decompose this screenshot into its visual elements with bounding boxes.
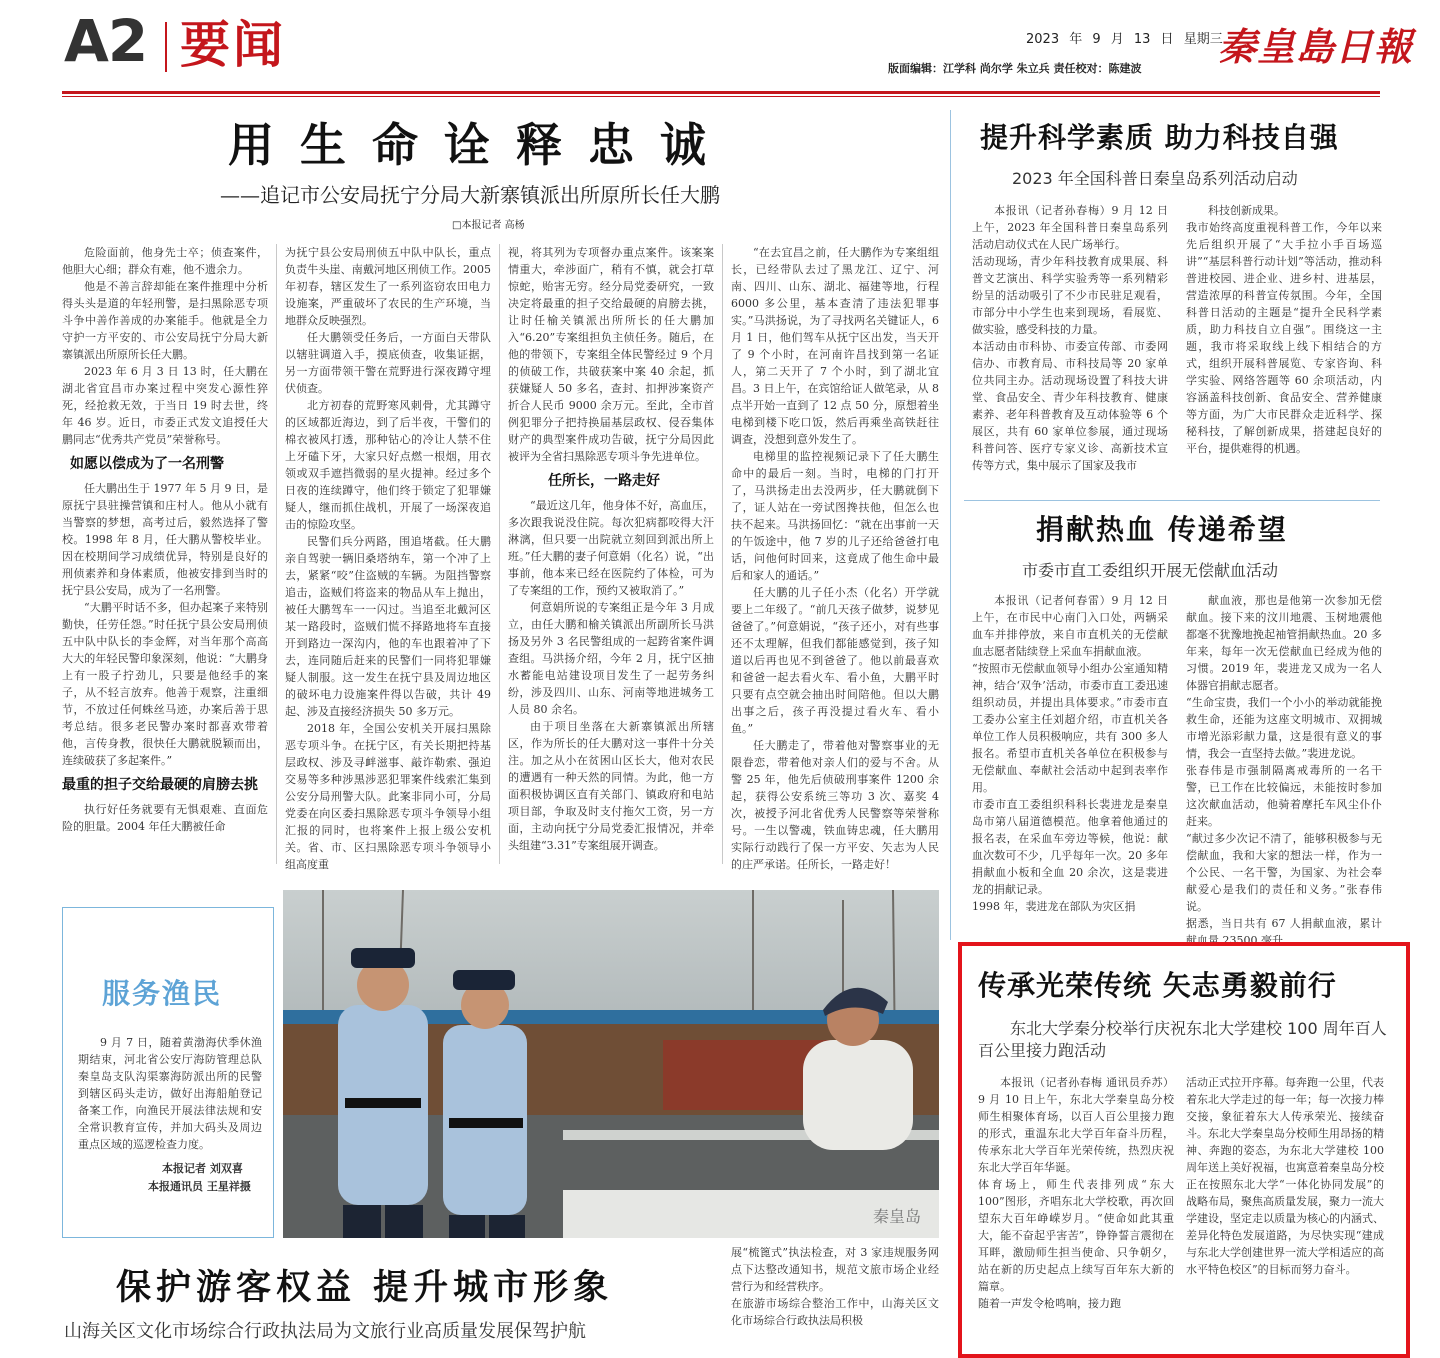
- article-paragraph: 任大鹏的儿子任小杰（化名）开学就要上二年级了。“前几天孩子做梦，说梦见爸爸了。”何意娟说，“孩子还小，对有些事还不太理解，但我们都能感觉到，孩子知道以后再也见不到爸爸了。他以前最喜欢和爸爸一起去看火车、看小鱼，大鹏平时只要有点空就会抽出时间陪他。但以大鹏出事之后，孩子再没提过看火车、看小鱼。”: [731, 586, 939, 735]
- photo-illustration: [283, 890, 939, 1238]
- article-paragraph: 为抚宁县公安局刑侦五中队中队长，重点负责牛头崖、南戴河地区刑侦工作。2005 年初春，辖区发生了一系列盗窃农田电力设施案，严重破坏了农民的生产环境，当地群众反映强烈。: [285, 246, 491, 327]
- highlight-column-1: 本报讯（记者孙春梅 通讯员乔苏）9 月 10 日上午，东北大学秦皇岛分校师生相聚体育场，以百人百公里接力跑的形式，重温东北大学百年奋斗历程，传承东北大学百年光荣传统，热烈庆祝东北大学百年华诞。 体育场上，师生代表排列成“东大 100”图形，齐唱东北大学校歌，再次回望东大百年峥嵘岁月。“使命如此其重大，能不奋起乎害苦”，铮铮誓言震彻在耳畔，激励师生担当使命、只争朝夕，站在新的历史起点上续写百年东大新的篇章。 随着一声发令枪鸣响，接力跑: [978, 1076, 1174, 1310]
- header-divider: [165, 22, 167, 72]
- page-number: A2: [64, 7, 148, 75]
- column-rule: [499, 244, 500, 864]
- science-headline[interactable]: 提升科学素质 助力科技自强: [980, 121, 1339, 154]
- article-paragraph: 任大鹏出生于 1977 年 5 月 9 日，是原抚宁县驻操营镇和庄村人。他从小就有当警察的梦想，高考过后，毅然选择了警校。1998 年 8 月，任大鹏从警校毕业。因在校期间学习成绩优异，特别是良好的刑侦素养和身体素质，他被安排到当时的抚宁县公安局，成为了一名刑警。: [62, 482, 268, 597]
- main-subheadline: ——追记市公安局抚宁分局大新寨镇派出所原所长任大鹏: [220, 183, 720, 207]
- photo-credit: 本报通讯员 王星祥摄: [148, 1180, 251, 1193]
- editor-credits: 版面编辑：江学科 尚尔学 朱立兵 责任校对：陈建波: [888, 62, 1142, 75]
- blood-subheadline: 市委市直工委组织开展无偿献血活动: [1022, 561, 1279, 580]
- main-article-column-1: [62, 244, 268, 864]
- photo-feature-title: 服务渔民: [102, 977, 223, 1010]
- highlight-subheadline: 东北大学秦分校举行庆祝东北大学建校 100 周年百人百公里接力跑活动: [978, 1019, 1387, 1060]
- bottom-article-text: 展“梳篦式”执法检查，对 3 家违规服务网点下达整改通知书，规范文旅市场企业经营行为和经营秩序。 在旅游市场综合整治工作中，山海关区文化市场综合行政执法局积极: [731, 1246, 939, 1327]
- blood-column-2: 献血液，那也是他第一次参加无偿献血。接下来的汶川地震、玉树地震他都毫不犹豫地挽起袖管捐献热血。20 多年来，每年一次无偿献血已经成为他的习惯。2019 年，裴进龙又成为一名人体器官捐献志愿者。 “生命宝贵，我们一个小小的举动就能挽救生命，还能为这座文明城市、双拥城市增光添彩献力量，这是很有意义的事情，我会一直坚持去做。”裴进龙说。 张春伟是市强制隔离戒毒所的一名干警，已工作在比较偏远，未能按时参加这次献血活动，他骑着摩托车风尘仆仆赶来。 “献过多少次记不清了，能够积极参与无偿献血，我和大家的想法一样，作为一个公民、一名干警，为国家、为社会奉献爱心是我们的责任和义务。”张春伟说。 据悉，当日共有 67 人捐献血液，累计献血量 23500 毫升。: [1186, 594, 1382, 947]
- article-paragraph: 任大鹏走了，带着他对警察事业的无限眷恋，带着他对亲人们的爱与不舍。从警 25 年，他先后侦破刑事案件 1200 余起，获得公安系统三等功 3 次、嘉奖 4 次，被授予河北省优秀人民警察等荣誉称号。一生以警魂，铁血铸忠魂，任大鹏用实际行动践行了保一方平安、矢志为人民的庄严承诺。任所长，一路走好！: [731, 739, 939, 871]
- section-separator: [964, 500, 1380, 501]
- article-subhead: 任所长，一路走好: [548, 473, 660, 489]
- highlight-headline[interactable]: 传承光荣传统 矢志勇毅前行: [978, 969, 1337, 1002]
- main-headline[interactable]: 用生命诠释忠诚: [228, 118, 732, 172]
- article-paragraph: 他是不善言辞却能在案件推理中分析得头头是道的年轻刑警，是扫黑除恶专项斗争中善作善成的办案能手。他就是全力守护一方平安的、市公安局抚宁分局大新寨镇派出所原所长任大鹏。: [62, 280, 268, 361]
- science-column-2: 科技创新成果。 我市始终高度重视科普工作，今年以来先后组织开展了“大手拉小手百场巡讲”“基层科普行动计划”等活动，推动科普进校园、进企业、进乡村、进基层，营造浓厚的科普宣传氛围。今年，全国科普日活动的主题是“提升全民科学素质，助力科技自立自强”。围绕这一主题，我市将采取线上线下相结合的方式，组织开展科普展览、专家咨询、科学实验、网络答题等 60 余项活动，内容涵盖科技创新、食品安全、营养健康等方面，为广大市民群众走近科学、探秘科技，了解创新成果，搭建起良好的平台，提供难得的机遇。: [1186, 204, 1382, 455]
- photo-caption: 9 月 7 日，随着黄渤海伏季休渔期结束，河北省公安厅海防管理总队秦皇岛支队沟渠寨海防派出所的民警到辖区码头走访，做好出海船舶登记备案工作，向渔民开展法律法规和安全常识教育宣传，并加大码头及周边重点区域的巡逻检查力度。: [78, 1036, 262, 1151]
- column-rule: [276, 244, 277, 864]
- article-paragraph: 任大鹏领受任务后，一方面白天带队以辖驻调道入手，摸底侦查，收集证据，另一方面带领干警在荒野进行深夜蹲守埋伏侦查。: [285, 331, 491, 395]
- highlight-column-2: 活动正式拉开序幕。每奔跑一公里，代表着东北大学走过的每一年；每一次接力棒交接，象征着东大人传承荣光、接续奋斗。东北大学秦皇岛分校师生用昂扬的精神、奔跑的姿态，为东北大学建校 100 周年送上美好祝福，也寓意着秦皇岛分校正在按照东北大学“一体化协同发展”的战略布局，聚焦高质量发展，聚力一流大学建设，坚定走以质量为核心的内涵式、差异化特色发展道路，为尽快实现“建成与东北大学创建世界一流大学相适应的高水平特色校区”的目标而努力奋斗。: [1186, 1076, 1384, 1276]
- article-paragraph: 北方初春的荒野寒风刺骨，尤其蹲守的区域都近海边，到了后半夜，干警们的棉衣被风打透，那种钻心的冷让人禁不住上牙磕下牙，大家只好点燃一根烟，用衣领或双手遮挡微弱的星火提神。经过多个日夜的连续蹲守，他们终于锁定了犯罪嫌疑人，继而抓住战机，开展了一场深夜追击的惊险攻坚。: [285, 399, 491, 531]
- main-byline: □本报记者 高杨: [452, 220, 525, 231]
- photo-credit: 本报记者 刘双喜: [162, 1162, 243, 1175]
- article-paragraph: 视，将其列为专项督办重点案件。该案案情重大，牵涉面广，稍有不慎，就会打草惊蛇，贻害无穷。经分局党委研究，一致决定将最重的担子交给最硬的肩膀去挑，让时任榆关镇派出所所长的任大鹏加入“6.20”专案组担负主侦任务。随后，在他的带领下，专案组全体民警经过 9 个月的侦破工作，共破获案中案 40 余起，抓获嫌疑人 50 多名，查封、扣押涉案资产折合人民币 9000 余万元。至此，全市首例犯罪分子把持换届基层政权、侵吞集体财产的典型案件成功告破，抚宁分局因此被评为全省扫黑除恶专项斗争先进单位。: [508, 246, 714, 463]
- section-title: 要闻: [180, 16, 286, 74]
- masthead-logo: 秦皇島日報: [1218, 24, 1414, 69]
- column-rule: [722, 244, 723, 864]
- main-article-column-3: [508, 244, 714, 864]
- article-paragraph: “大鹏平时话不多，但办起案子来特别勤快，任劳任怨。”时任抚宁县公安局刑侦五中队中队长的李金辉，对当年那个高高大大的年轻民警印象深刻，他说：“大鹏身上有一股子拧劲儿，只要是他经手的案子，从不轻言放弃。他善于观察，注重细节，不放过任何蛛丝马迹，办案后善于思考总结。很多老民警办案时都喜欢带着他，言传身教，很快任大鹏就脱颖而出，连续破获了多起案件。”: [62, 601, 268, 767]
- article-subhead: 如愿以偿成为了一名刑警: [70, 456, 224, 472]
- main-article-column-4: [731, 244, 939, 871]
- bottom-subheadline: 山海关区文化市场综合行政执法局为文旅行业高质量发展保驾护航: [64, 1321, 586, 1342]
- article-paragraph: 民警们兵分两路，围追堵截。任大鹏亲自驾驶一辆旧桑塔纳车，第一个冲了上去，紧紧“咬”住盗贼的车辆。为阻挡警察追击，盗贼们将盗来的物品从车上抛出，被任大鹏驾车一一闪过。当追至北戴河区某一路段时，盗贼们慌不择路地将车直接开到路边一深沟内，他的车也跟着冲了下去，连同随后赶来的民警们一同将犯罪嫌疑人制服。这一发生在抚宁县及周边地区的破坏电力设施案件得以告破，共计 49 起、涉及直接经济损失 50 多万元。: [285, 535, 491, 718]
- bottom-headline[interactable]: 保护游客权益 提升城市形象: [116, 1267, 614, 1308]
- article-paragraph: “最近这几年，他身体不好，高血压，多次跟我说没住院。每次犯病都咬得大汗淋漓，但只要一出院就立刻回到派出所上班。”任大鹏的妻子何意娟（化名）说，“出事前，他本来已经在医院约了体检，可为了专案组的工作，预约又被取消了。”: [508, 499, 714, 597]
- article-paragraph: 2023 年 6 月 3 日 13 时，任大鹏在湖北省宜昌市办案过程中突发心源性猝死，经抢救无效，于当日 19 时去世，终年 46 岁。近日，市委正式发文追授任大鹏同志“优秀共产党员”荣誉称号。: [62, 365, 268, 446]
- boat-label: 秦皇岛: [873, 1209, 922, 1226]
- article-paragraph: 电梯里的监控视频记录下了任大鹏生命中的最后一刻。当时，电梯的门打开了，马洪扬走出去没两步，任大鹏就倒下了，证人站在一旁试图搀扶他，但怎么也扶不起来。马洪扬回忆：“就在出事前一天的午饭途中，他 7 岁的儿子还给爸爸打电话，问他何时回来，这竟成了他生命中最后和家人的通话。”: [731, 450, 939, 582]
- blood-headline[interactable]: 捐献热血 传递希望: [1036, 513, 1288, 546]
- main-article-column-2: [285, 244, 491, 871]
- issue-date: 2023 年 9 月 13 日 星期三: [1026, 32, 1223, 47]
- article-subhead: 最重的担子交给最硬的肩膀去挑: [62, 777, 258, 793]
- header-rule: [62, 91, 1380, 94]
- police-photo[interactable]: [283, 890, 939, 1238]
- science-column-1: 本报讯（记者孙春梅）9 月 12 日上午，2023 年全国科普日秦皇岛系列活动启动仪式在人民广场举行。 活动现场，青少年科技教育成果展、科普文艺演出、科学实验秀等一系列精彩纷呈的活动吸引了不少市民驻足观看，市部分中小学生也来到现场，看展览、做实验，感受科技的力量。 本活动由市科协、市委宣传部、市委网信办、市教育局、市科技局等 20 家单位共同主办。活动现场设置了科技大讲堂、食品安全、青少年科技教育、健康素养、老年科普教育及互动体验等 6 个展区，共有 60 家单位参展，通过现场科普问答、医疗专家义诊、高新技术宣传等方式，集中展示了国家及我市: [972, 204, 1168, 472]
- blood-column-1: 本报讯（记者何春雷）9 月 12 日上午，在市民中心南门入口处，两辆采血车并排停放，来自市直机关的无偿献血志愿者陆续登上采血车捐献血液。 “按照市无偿献血领导小组办公室通知精神，结合‘双争’活动，市委市直工委迅速组织动员，并提出具体要求。”市委市直工委办公室主任刘超介绍，市直机关各单位工作人员积极响应，共有 300 多人报名。希望市直机关各单位在积极参与无偿献血、奉献社会活动中起到表率作用。 市委市直工委组织科科长裴进龙是秦皇岛市第八届道德模范。他拿着他通过的报名表，在采血车旁边等候，他说：献血次数可不少，几乎每年一次。20 多年捐献血小板和全血 20 余次，这是裴进龙的捐献记录。 1998 年，裴进龙在部队为灾区捐: [972, 594, 1168, 913]
- article-paragraph: 由于项目坐落在大新寨镇派出所辖区，作为所长的任大鹏对这一事件十分关注。加之从小在贫困山区长大，他对农民的遭遇有一种天然的同情。为此，他一方面积极协调区直有关部门、镇政府和电站项目部，争取及时支付拖欠工资，另一方面，主动向抚宁分局党委汇报情况，并牵头组建“3.31”专案组展开调查。: [508, 720, 714, 852]
- article-paragraph: 何意娟所说的专案组正是今年 3 月成立，由任大鹏和榆关镇派出所副所长马洪扬及另外 3 名民警组成的一起跨省案件调查组。马洪扬介绍，今年 2 月，抚宁区抽水蓄能电站建设项目发生了一起劳务纠纷，涉及四川、山东、河南等地进城务工人员 80 余名。: [508, 601, 714, 716]
- header-rule-thin: [62, 96, 1380, 97]
- science-subheadline: 2023 年全国科普日秦皇岛系列活动启动: [1012, 169, 1298, 188]
- article-paragraph: “在去宜昌之前，任大鹏作为专案组组长，已经带队去过了黑龙江、辽宁、河南、四川、山东、湖北、福建等地，行程 6000 多公里，基本查清了违法犯罪事实。”马洪扬说，为了寻找两名关键证人，6 月 1 日，他们驾车从抚宁区出发，当天开了 9 个小时，在河南许昌找到第一名证人，第二天开了 7 个小时，到了湖北宜昌。3 日上午，在宾馆给证人做笔录，从 8 点半开始一直到了 12 点 50 分，原想着坐电梯到楼下吃口饭，然后再乘坐高铁赶往调查，没想到意外发生了。: [731, 246, 939, 446]
- article-paragraph: 执行好任务就要有无惧艰难、直面危险的胆量。2004 年任大鹏被任命: [62, 803, 268, 833]
- article-paragraph: 2018 年，全国公安机关开展扫黑除恶专项斗争。在抚宁区，有关长期把持基层政权、涉及寻衅滋事、敲诈勒索、强迫交易等多种涉黑涉恶犯罪案件线索汇集到公安分局刑警大队。此案非同小可，分局党委在向区委扫黑除恶专项斗争领导小组汇报的同时，也将案件上报上级公安机关。省、市、区扫黑除恶专项斗争领导小组高度重: [285, 722, 491, 871]
- section-rule: [950, 110, 951, 940]
- article-paragraph: 危险面前，他身先士卒；侦查案件，他胆大心细；群众有难，他不遗余力。: [62, 246, 268, 276]
